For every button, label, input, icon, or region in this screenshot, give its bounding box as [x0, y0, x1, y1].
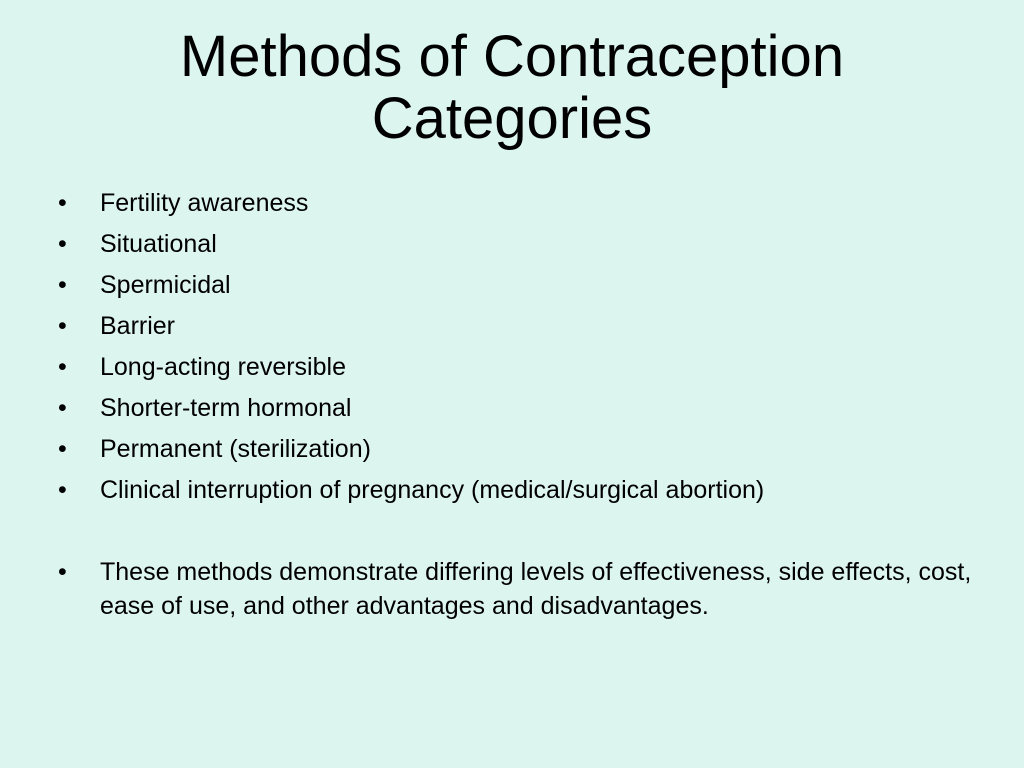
slide-title [40, 26, 984, 150]
list-item [0, 470, 1024, 511]
list-item [0, 429, 1024, 470]
bullet-icon: • [58, 435, 67, 463]
slide-title-line-1: Methods of Contraception [179, 24, 845, 89]
list-item [0, 224, 1024, 265]
list-item-text: Fertility awareness [100, 189, 309, 217]
bullet-list [0, 183, 1024, 623]
bullet-icon: • [58, 271, 67, 299]
list-item-text: Long-acting reversible [100, 353, 346, 381]
summary-item [0, 552, 1024, 623]
list-item [0, 306, 1024, 347]
bullet-icon: • [58, 230, 67, 258]
bullet-icon: • [58, 353, 67, 381]
summary-text: These methods demonstrate differing levels of effectiveness, side effects, cost, ease of use, and other advantages and disadvantages. [100, 558, 972, 620]
slide-title-line-2: Categories [371, 86, 653, 151]
list-item-text: Shorter-term hormonal [100, 394, 352, 422]
bullet-icon: • [58, 312, 67, 340]
bullet-icon: • [58, 189, 67, 217]
list-item [0, 265, 1024, 306]
list-item [0, 183, 1024, 224]
bullet-icon: • [58, 476, 67, 504]
spacer [0, 511, 1024, 552]
list-item-text: Spermicidal [100, 271, 231, 299]
list-item-text: Situational [100, 230, 217, 258]
list-item [0, 347, 1024, 388]
bullet-icon: • [58, 558, 67, 586]
list-item-text: Permanent (sterilization) [100, 435, 371, 463]
list-item-text: Clinical interruption of pregnancy (medical/surgical abortion) [100, 476, 765, 504]
list-item-text: Barrier [100, 312, 176, 340]
list-item [0, 388, 1024, 429]
bullet-icon: • [58, 394, 67, 422]
